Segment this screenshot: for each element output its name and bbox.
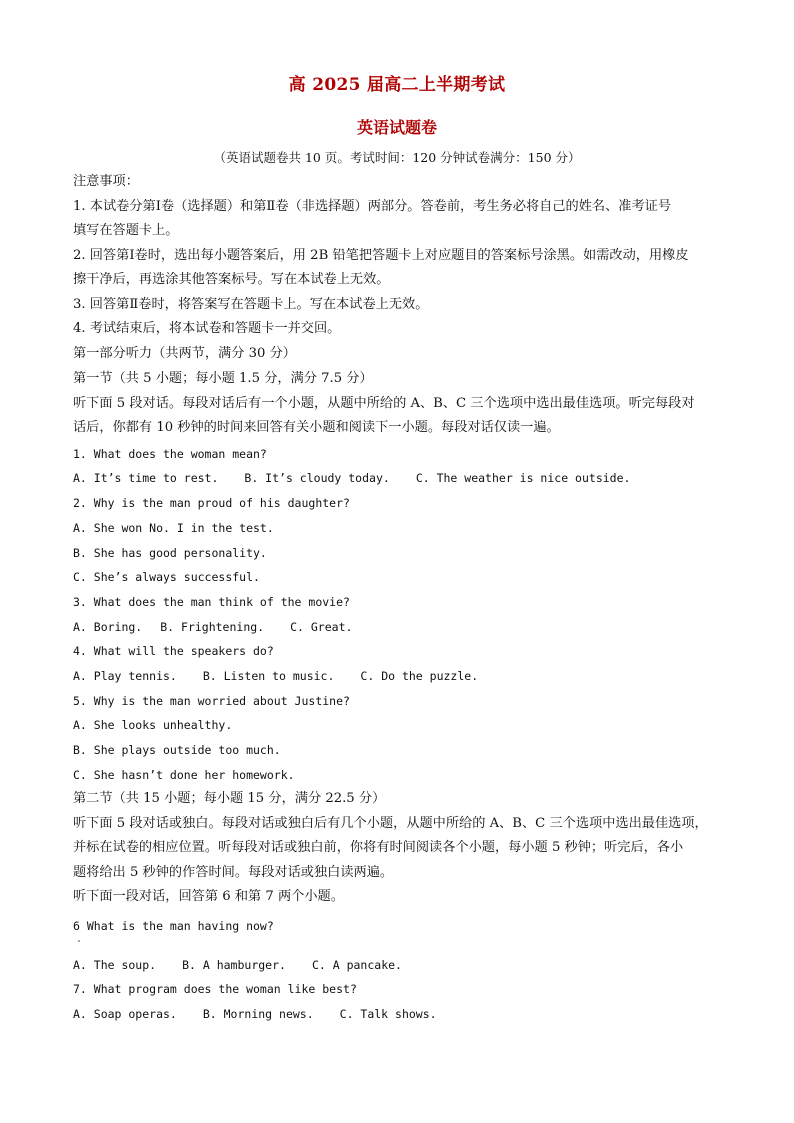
question-4-options <box>73 668 478 684</box>
section2-heading: 第二节（共 15 小题；每小题 15 分，满分 22.5 分） <box>73 791 386 806</box>
note-4: 4. 考试结束后，将本试卷和答题卡一并交回。 <box>73 321 341 336</box>
exam-title: 高 2025 届高二上半期考试 <box>288 75 506 95</box>
question-1-option-b: B. It’s cloudy today. <box>244 471 390 485</box>
notes-heading: 注意事项： <box>73 174 139 189</box>
question-2-stem: 2. Why is the man proud of his daughter? <box>73 496 350 510</box>
section2-instr-line-2: 并标在试卷的相应位置。听每段对话或独白前，你将有时间阅读各个小题，每小题 5 秒钟；听完后，各小 <box>73 840 684 855</box>
question-1-option-c: C. The weather is nice outside. <box>415 471 631 485</box>
note-1-line-1: 1. 本试卷分第Ⅰ卷（选择题）和第Ⅱ卷（非选择题）两部分。答卷前，考生务必将自己的姓名、准考证号 <box>73 199 672 214</box>
question-4-option-a: A. Play tennis. <box>73 669 177 683</box>
question-5-stem: 5. Why is the man worried about Justine? <box>73 694 350 708</box>
section1-instr-line-2: 话后，你都有 10 秒钟的时间来回答有关小题和阅读下一小题。每段对话仅读一遍。 <box>73 420 560 435</box>
section1-instr-line-1: 听下面 5 段对话。每段对话后有一个小题，从题中所给的 A、B、C 三个选项中选出最佳选项。听完每段对 <box>73 396 695 411</box>
question-2-option-b: B. She has good personality. <box>73 546 267 560</box>
question-4-option-b: B. Listen to music. <box>202 669 335 683</box>
section1-heading: 第一节（共 5 小题；每小题 1.5 分，满分 7.5 分） <box>73 371 373 386</box>
question-5-option-a: A. She looks unhealthy. <box>73 718 233 732</box>
question-1-stem: 1. What does the woman mean? <box>73 447 267 461</box>
question-6-stem: 6 What is the man having now? <box>73 919 274 933</box>
note-2-line-2: 擦干净后，再选涂其他答案标号。写在本试卷上无效。 <box>73 272 390 287</box>
question-4-stem: 4. What will the speakers do? <box>73 644 274 658</box>
note-1-line-2: 填写在答题卡上。 <box>73 223 179 238</box>
question-3-option-c: C. Great. <box>290 620 353 634</box>
question-7-option-c: C. Talk shows. <box>339 1007 437 1021</box>
exam-subtitle: 英语试题卷 <box>356 118 437 137</box>
question-1-option-a: A. It’s time to rest. <box>73 471 219 485</box>
question-3-option-b: B. Frightening. <box>160 620 265 634</box>
question-5-option-c: C. She hasn’t done her homework. <box>73 768 295 782</box>
dialog-6-intro: 听下面一段对话，回答第 6 和第 7 两个小题。 <box>73 889 344 904</box>
stray-mark <box>78 940 80 942</box>
question-5-option-b: B. She plays outside too much. <box>73 743 281 757</box>
question-2-option-a: A. She won No. I in the test. <box>73 521 274 535</box>
question-2-option-c: C. She’s always successful. <box>73 570 260 584</box>
part1-heading: 第一部分听力（共两节，满分 30 分） <box>73 346 296 361</box>
question-6-option-c: C. A pancake. <box>311 958 402 972</box>
question-6-options <box>73 957 402 973</box>
section2-instr-line-3: 题将给出 5 秒钟的作答时间。每段对话或独白读两遍。 <box>73 865 394 880</box>
question-7-option-a: A. Soap operas. <box>73 1007 177 1021</box>
exam-info: （英语试题卷共 10 页。考试时间：120 分钟试卷满分：150 分） <box>213 150 581 165</box>
question-3-options <box>73 619 352 635</box>
question-7-stem: 7. What program does the woman like best? <box>73 982 357 996</box>
question-6-option-b: B. A hamburger. <box>182 958 286 972</box>
question-4-option-c: C. Do the puzzle. <box>360 669 479 683</box>
question-7-option-b: B. Morning news. <box>202 1007 314 1021</box>
section2-instr-line-1: 听下面 5 段对话或独白。每段对话或独白后有几个小题，从题中所给的 A、B、C 三个选项中选出最佳选项， <box>73 816 708 831</box>
note-3: 3. 回答第Ⅱ卷时，将答案写在答题卡上。写在本试卷上无效。 <box>73 297 429 312</box>
note-2-line-1: 2. 回答第Ⅰ卷时，选出每小题答案后，用 2B 铅笔把答题卡上对应题目的答案标号涂黑。如需改动，用橡皮 <box>73 248 689 263</box>
question-6-option-a: A. The soup. <box>73 958 157 972</box>
question-1-options <box>73 470 630 486</box>
question-3-stem: 3. What does the man think of the movie? <box>73 595 350 609</box>
question-7-options <box>73 1006 437 1022</box>
question-3-option-a: A. Boring. <box>73 620 143 634</box>
